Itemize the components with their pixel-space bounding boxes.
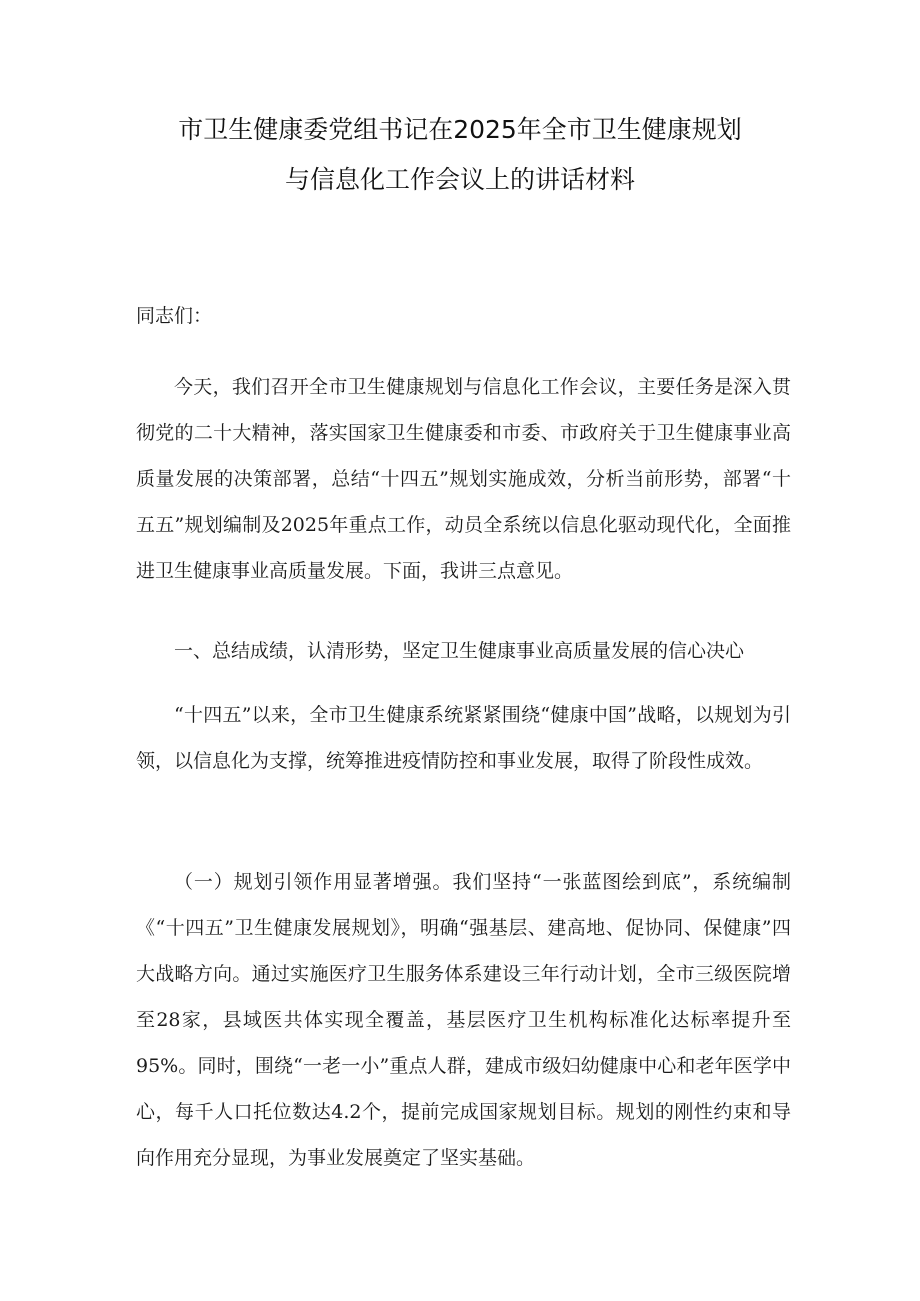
salutation: 同志们：	[136, 305, 213, 327]
paragraph-planning: （一）规划引领作用显著增强。我们坚持“一张蓝图绘到底”，系统编制《“十四五”卫生健康发展规划》，明确“强基层、建高地、促协同、保健康”四大战略方向。通过实施医疗卫生服务体系建设三年行动计划，全市三级医院增至28家，县域医共体实现全覆盖，基层医疗卫生机构标准化达标率提升至95%。同时，围绕“一老一小”重点人群，建成市级妇幼健康中心和老年医学中心，每千人口托位数达4.2个，提前完成国家规划目标。规划的刚性约束和导向作用充分显现，为事业发展奠定了坚实基础。	[136, 871, 791, 1169]
document-title-line-1: 市卫生健康委党组书记在2025年全市卫生健康规划	[178, 115, 742, 144]
document-title-line-2: 与信息化工作会议上的讲话材料	[284, 165, 635, 194]
section-heading-1: 一、总结成绩，认清形势，坚定卫生健康事业高质量发展的信心决心	[174, 640, 745, 662]
paragraph-intro: 今天，我们召开全市卫生健康规划与信息化工作会议，主要任务是深入贯彻党的二十大精神，落实国家卫生健康委和市委、市政府关于卫生健康事业高质量发展的决策部署，总结“十四五”规划实施成效，分析当前形势，部署“十五五”规划编制及2025年重点工作，动员全系统以信息化驱动现代化，全面推进卫生健康事业高质量发展。下面，我讲三点意见。	[136, 376, 791, 582]
paragraph-achievements: “十四五”以来，全市卫生健康系统紧紧围绕“健康中国”战略，以规划为引领，以信息化为支撑，统筹推进疫情防控和事业发展，取得了阶段性成效。	[136, 704, 791, 772]
